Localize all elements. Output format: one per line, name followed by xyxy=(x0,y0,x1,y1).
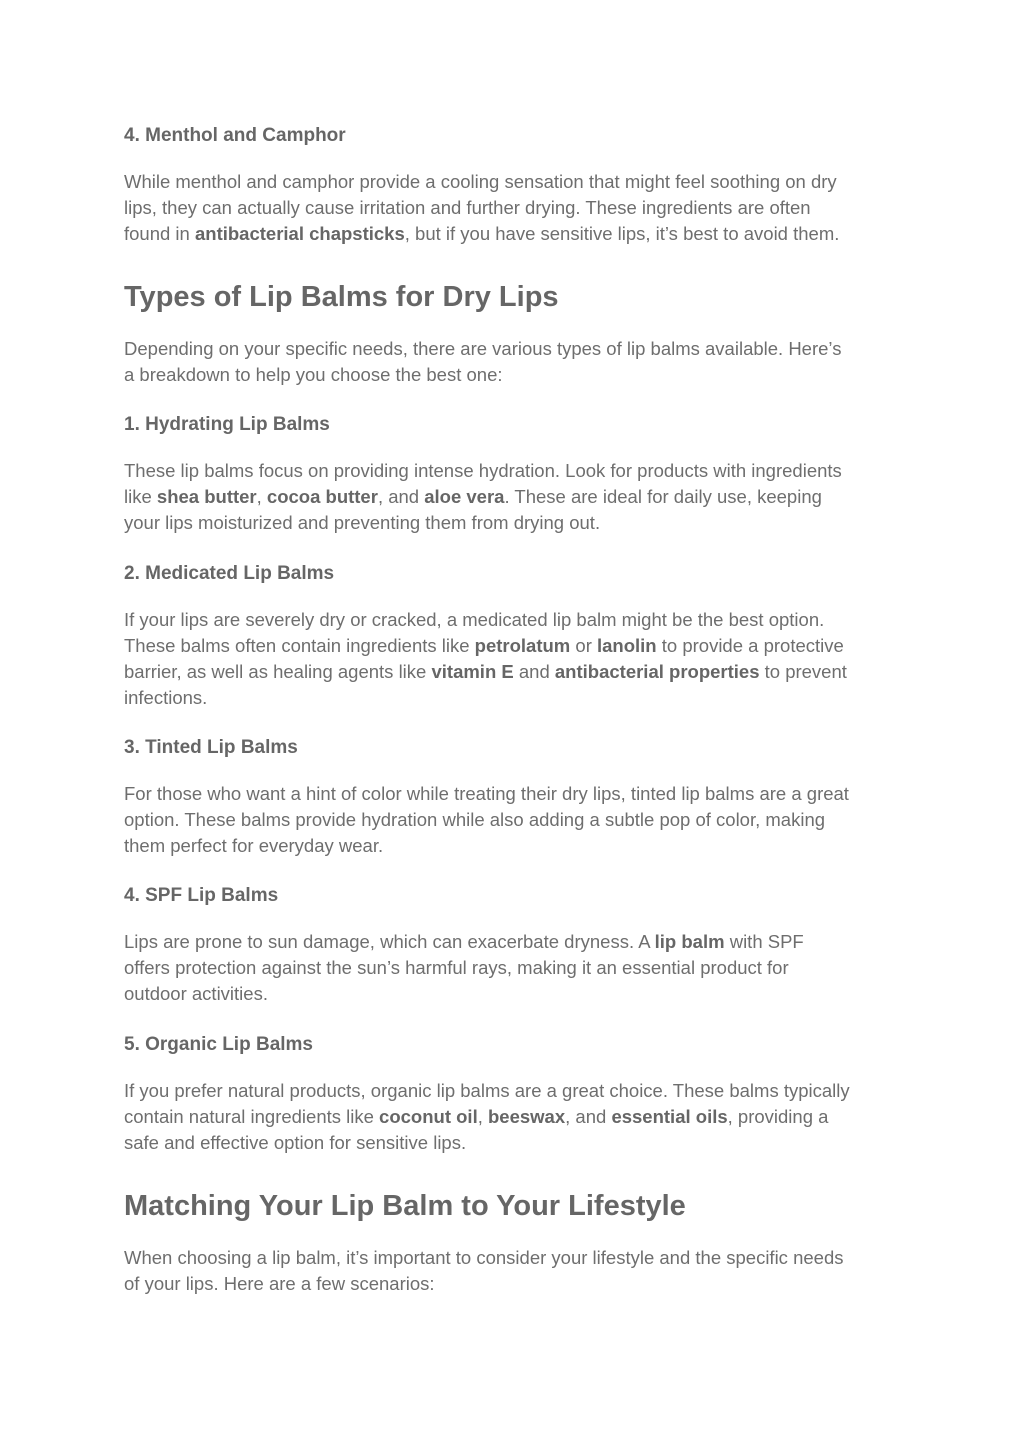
heading-organic-lip-balms: 5. Organic Lip Balms xyxy=(124,1034,313,1055)
text-run: , xyxy=(256,486,267,507)
text-line xyxy=(124,221,914,247)
text-line: While menthol and camphor provide a cooling sensation that might feel soothing on dry xyxy=(124,171,837,192)
text-run: These balms often contain ingredients like xyxy=(124,635,475,656)
text-run: . These are ideal for daily use, keeping xyxy=(504,486,822,507)
heading-menthol-camphor: 4. Menthol and Camphor xyxy=(124,125,346,146)
text-line: When choosing a lip balm, it’s important to consider your lifestyle and the specific needs xyxy=(124,1247,844,1268)
text-line: If you prefer natural products, organic lip balms are a great choice. These balms typically xyxy=(124,1080,850,1101)
bold-term: aloe vera xyxy=(424,486,505,507)
text-line: of your lips. Here are a few scenarios: xyxy=(124,1273,435,1294)
text-line: These lip balms focus on providing intense hydration. Look for products with ingredients xyxy=(124,460,842,481)
bold-term: vitamin E xyxy=(431,661,514,682)
text-run: , and xyxy=(565,1106,612,1127)
bold-term: shea butter xyxy=(156,486,257,507)
text-run: barrier, as well as healing agents like xyxy=(124,661,432,682)
bold-term: antibacterial chapsticks xyxy=(194,223,405,244)
text-line xyxy=(124,929,914,955)
text-line: offers protection against the sun’s harmful rays, making it an essential product for xyxy=(124,957,789,978)
text-run: found in xyxy=(124,223,195,244)
bold-term: cocoa butter xyxy=(266,486,378,507)
bold-term: coconut oil xyxy=(379,1106,478,1127)
heading-hydrating-lip-balms: 1. Hydrating Lip Balms xyxy=(124,414,330,435)
paragraph-hydrating xyxy=(124,458,914,536)
text-run: to provide a protective xyxy=(656,635,844,656)
text-run: and xyxy=(513,661,555,682)
text-line xyxy=(124,484,914,510)
paragraph-matching-intro xyxy=(124,1245,914,1297)
heading-matching-lip-balm: Matching Your Lip Balm to Your Lifestyle xyxy=(124,1190,686,1222)
paragraph-menthol-camphor xyxy=(124,169,914,247)
text-run: Lips are prone to sun damage, which can exacerbate dryness. A xyxy=(124,931,655,952)
paragraph-tinted xyxy=(124,781,914,859)
paragraph-types-intro xyxy=(124,336,914,388)
text-line: your lips moisturized and preventing them from drying out. xyxy=(124,512,601,533)
text-line xyxy=(124,1104,914,1130)
text-run: with SPF xyxy=(724,931,804,952)
text-run: like xyxy=(124,486,157,507)
text-line: Depending on your specific needs, there are various types of lip balms available. Here’s xyxy=(124,338,842,359)
text-run: , but if you have sensitive lips, it’s best to avoid them. xyxy=(404,223,840,244)
bold-term: lanolin xyxy=(597,635,657,656)
text-run: , and xyxy=(377,486,425,507)
text-line: If your lips are severely dry or cracked, a medicated lip balm might be the best option. xyxy=(124,609,825,630)
bold-term: beeswax xyxy=(488,1106,566,1127)
text-line xyxy=(124,633,914,659)
heading-spf-lip-balms: 4. SPF Lip Balms xyxy=(124,885,279,906)
text-line: safe and effective option for sensitive lips. xyxy=(124,1132,467,1153)
text-run: to prevent xyxy=(759,661,847,682)
paragraph-organic xyxy=(124,1078,914,1156)
bold-term: lip balm xyxy=(654,931,725,952)
heading-medicated-lip-balms: 2. Medicated Lip Balms xyxy=(124,563,335,584)
text-line: a breakdown to help you choose the best one: xyxy=(124,364,503,385)
text-run: , providing a xyxy=(727,1106,829,1127)
text-run: contain natural ingredients like xyxy=(124,1106,380,1127)
text-line: lips, they can actually cause irritation and further drying. These ingredients are often xyxy=(124,197,811,218)
text-line: For those who want a hint of color while treating their dry lips, tinted lip balms are a great xyxy=(124,783,849,804)
text-line: them perfect for everyday wear. xyxy=(124,835,384,856)
text-line: outdoor activities. xyxy=(124,983,268,1004)
bold-term: antibacterial properties xyxy=(554,661,760,682)
text-run: or xyxy=(570,635,597,656)
text-run: , xyxy=(477,1106,488,1127)
bold-term: petrolatum xyxy=(474,635,571,656)
text-line: infections. xyxy=(124,687,208,708)
heading-tinted-lip-balms: 3. Tinted Lip Balms xyxy=(124,737,298,758)
paragraph-spf xyxy=(124,929,914,1007)
bold-term: essential oils xyxy=(611,1106,728,1127)
heading-types-of-lip-balms: Types of Lip Balms for Dry Lips xyxy=(124,281,559,313)
text-line xyxy=(124,659,914,685)
text-line: option. These balms provide hydration while also adding a subtle pop of color, making xyxy=(124,809,826,830)
paragraph-medicated xyxy=(124,607,914,711)
